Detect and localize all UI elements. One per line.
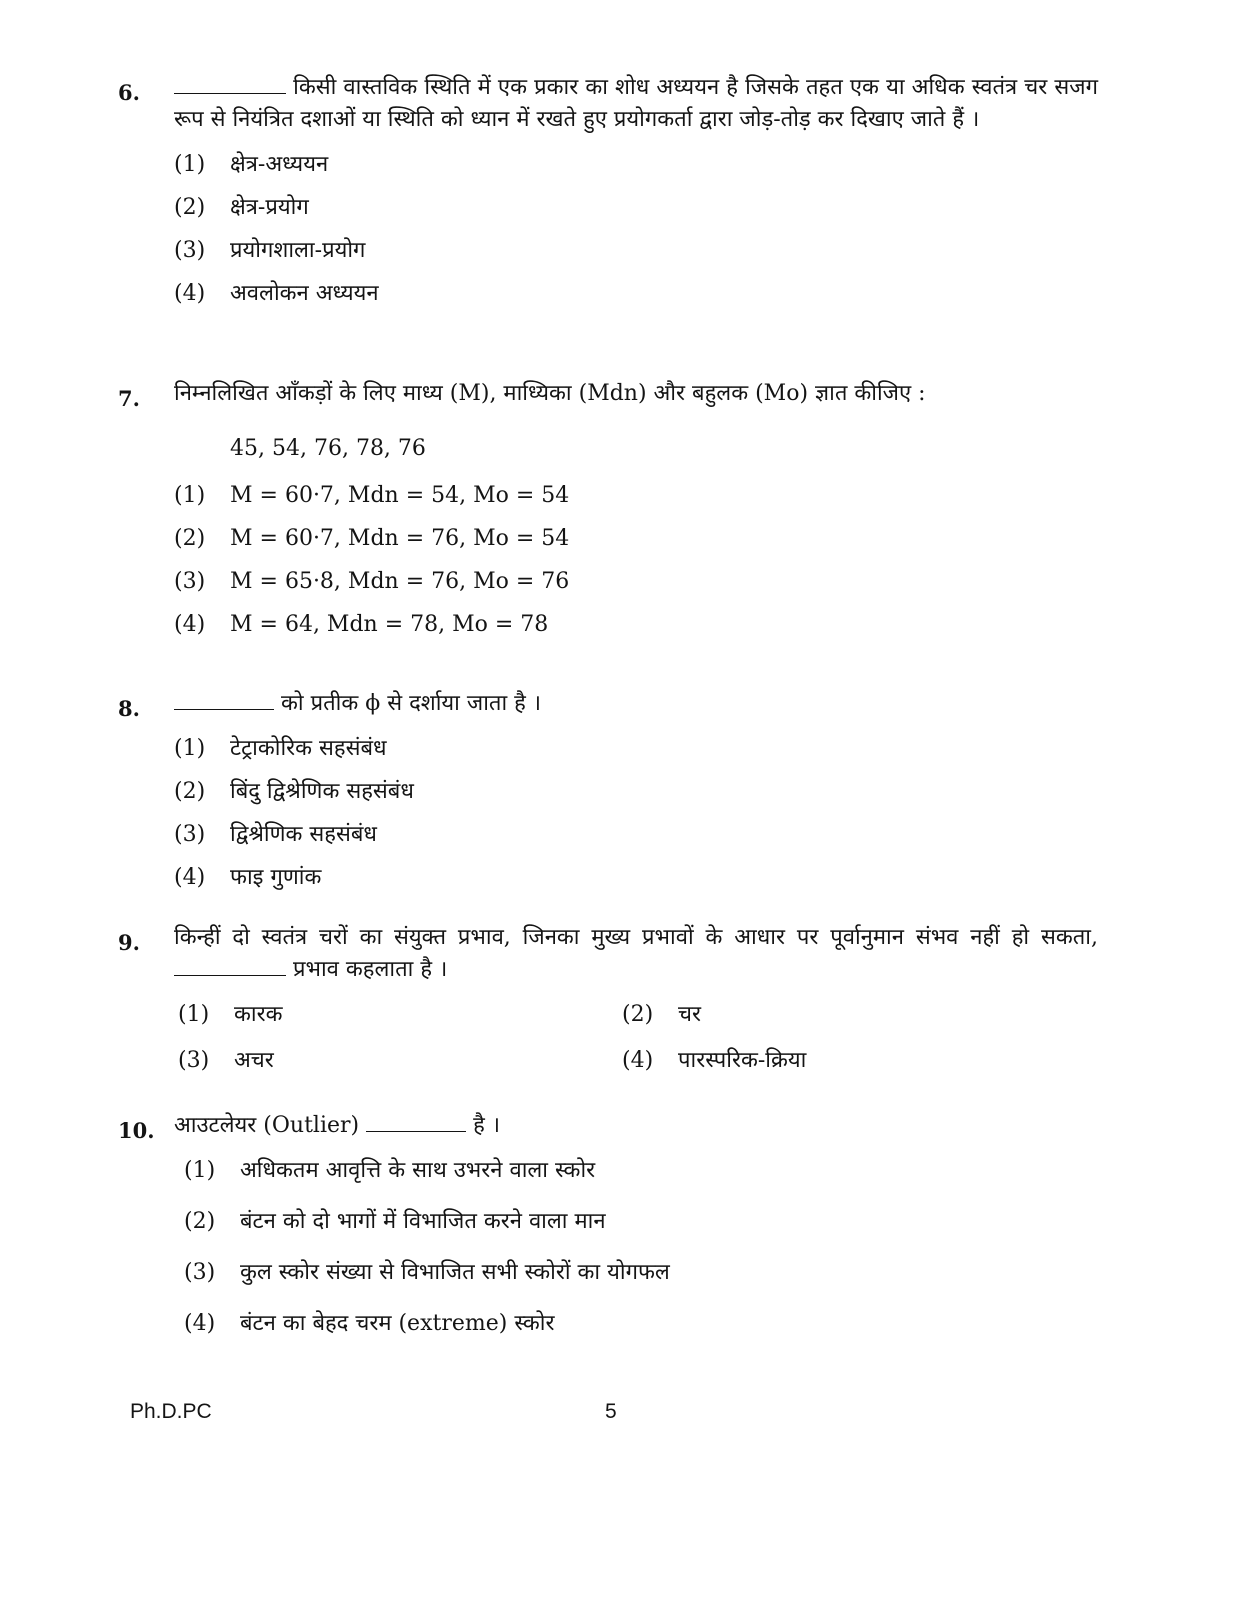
fill-blank [174,957,286,976]
question-number: 6. [118,80,140,105]
option: (4) पारस्परिक-क्रिया [622,1048,807,1073]
question-text: को प्रतीक ϕ से दर्शाया जाता है । [174,688,1098,720]
page-number: 5 [605,1400,617,1423]
option: (1) कारक [178,1002,283,1027]
options-list [184,1154,1098,1358]
option: (3) द्विश्रेणिक सहसंबंध [174,822,377,847]
options-list [174,148,1098,320]
option: (2) चर [622,1002,701,1027]
option: (2) M = 60·7, Mdn = 76, Mo = 54 [174,526,570,551]
question-text: निम्नलिखित आँकड़ों के लिए माध्य (M), माध्यिका (Mdn) और बहुलक (Mo) ज्ञात कीजिए : [174,381,926,406]
question-number: 10. [118,1118,155,1143]
question-10 [118,1110,1098,1358]
fill-blank [174,75,286,94]
fill-blank [174,691,274,710]
question-text: किन्हीं दो स्वतंत्र चरों का संयुक्त प्रभाव, जिनका मुख्य प्रभावों के आधार पर पूर्वानुमान संभव नहीं हो सकता, प्रभाव कहलाता है । [174,925,1098,982]
question-text: किसी वास्तविक स्थिति में एक प्रकार का शोध अध्ययन है जिसके तहत एक या अधिक स्वतंत्र चर सजग रूप से नियंत्रित दशाओं या स्थिति को ध्यान में रखते हुए प्रयोगकर्ता द्वारा जोड़-तोड़ कर दिखाए जाते हैं । [174,75,1098,132]
question-text: आउटलेयर (Outlier) है । [174,1113,501,1138]
question-number: 9. [118,930,140,955]
option: (1) टेट्राकोरिक सहसंबंध [174,736,387,761]
paper-code: Ph.D.PC [130,1400,212,1423]
option: (4) अवलोकन अध्ययन [174,281,379,306]
option: (2) बंटन को दो भागों में विभाजित करने वाला मान [184,1209,606,1234]
question-8 [118,688,1098,904]
options-list [174,732,1098,904]
option: (4) बंटन का बेहद चरम (extreme) स्कोर [184,1311,555,1336]
option: (1) अधिकतम आवृत्ति के साथ उभरने वाला स्कोर [184,1158,596,1183]
option: (4) M = 64, Mdn = 78, Mo = 78 [174,612,549,637]
options-grid [178,998,1098,1084]
option: (3) M = 65·8, Mdn = 76, Mo = 76 [174,569,570,594]
option: (3) अचर [178,1048,274,1073]
question-6 [118,72,1098,320]
option: (2) बिंदु द्विश्रेणिक सहसंबंध [174,779,414,804]
option: (3) प्रयोगशाला-प्रयोग [174,238,366,263]
question-7 [118,378,1098,655]
option: (2) क्षेत्र-प्रयोग [174,195,309,220]
data-values: 45, 54, 76, 78, 76 [230,436,426,461]
question-number: 7. [118,386,140,411]
option: (4) फाइ गुणांक [174,865,322,890]
options-list [174,483,1098,655]
option: (1) क्षेत्र-अध्ययन [174,152,329,177]
option: (1) M = 60·7, Mdn = 54, Mo = 54 [174,483,570,508]
question-number: 8. [118,696,140,721]
option: (3) कुल स्कोर संख्या से विभाजित सभी स्कोरों का योगफल [184,1260,670,1285]
question-9 [118,922,1098,1084]
fill-blank [366,1113,466,1132]
